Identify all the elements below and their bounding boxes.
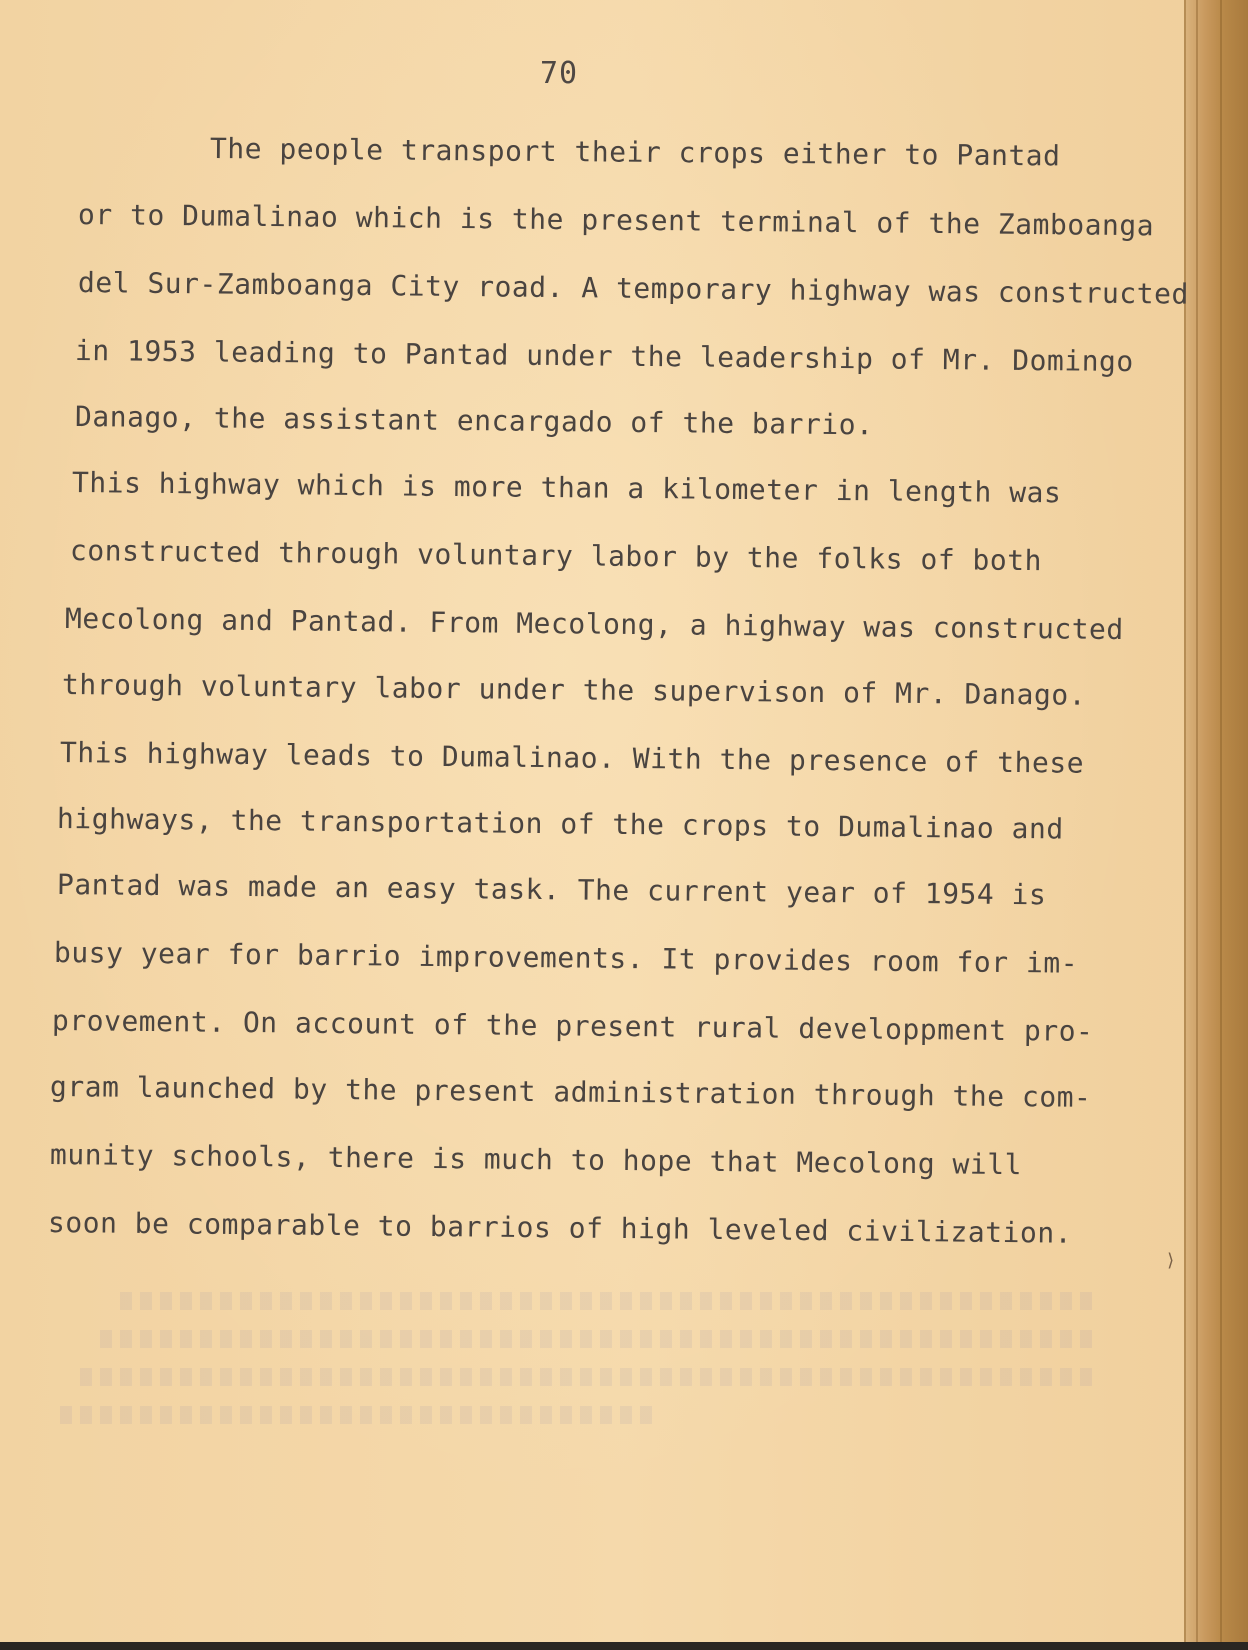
text-line: del Sur-Zamboanga City road. A temporary highway was constructed bbox=[77, 266, 1189, 311]
text-line: in 1953 leading to Pantad under the leadership of Mr. Domingo bbox=[74, 334, 1134, 379]
bleed-through-text bbox=[100, 1330, 1100, 1348]
text-line: provement. On account of the present rural developpment pro- bbox=[51, 1004, 1094, 1048]
bleed-through-text bbox=[80, 1368, 1100, 1386]
binding-crease bbox=[1196, 0, 1198, 1650]
bleed-through-text bbox=[60, 1406, 660, 1424]
text-line: constructed through voluntary labor by the folks of both bbox=[69, 534, 1043, 578]
binding-crease bbox=[1220, 0, 1222, 1650]
text-line: The people transport their crops either to Pantad bbox=[209, 132, 1061, 173]
text-line: busy year for barrio improvements. It provides room for im- bbox=[53, 936, 1079, 980]
bottom-edge bbox=[0, 1642, 1248, 1650]
text-line: munity schools, there is much to hope that Mecolong will bbox=[49, 1138, 1023, 1182]
text-line: or to Dumalinao which is the present terminal of the Zamboanga bbox=[77, 198, 1155, 243]
text-line: Danago, the assistant encargado of the barrio. bbox=[74, 400, 874, 442]
text-line: Pantad was made an easy task. The current year of 1954 is bbox=[56, 868, 1047, 912]
text-line: This highway leads to Dumalinao. With the presence of these bbox=[59, 736, 1085, 780]
text-line: highways, the transportation of the crops to Dumalinao and bbox=[56, 802, 1064, 846]
book-binding-edge bbox=[1184, 0, 1248, 1650]
text-line: This highway which is more than a kilometer in length was bbox=[71, 466, 1062, 510]
text-line: gram launched by the present administration through the com- bbox=[49, 1070, 1092, 1114]
bleed-through-text bbox=[120, 1292, 1100, 1310]
text-line: Mecolong and Pantad. From Mecolong, a highway was constructed bbox=[64, 602, 1124, 647]
text-line: through voluntary labor under the supervison of Mr. Danago. bbox=[61, 668, 1087, 712]
page-number: 70 bbox=[540, 56, 579, 91]
text-line: soon be comparable to barrios of high leveled civilization. bbox=[47, 1206, 1073, 1250]
margin-mark: ⟩ bbox=[1165, 1250, 1176, 1271]
